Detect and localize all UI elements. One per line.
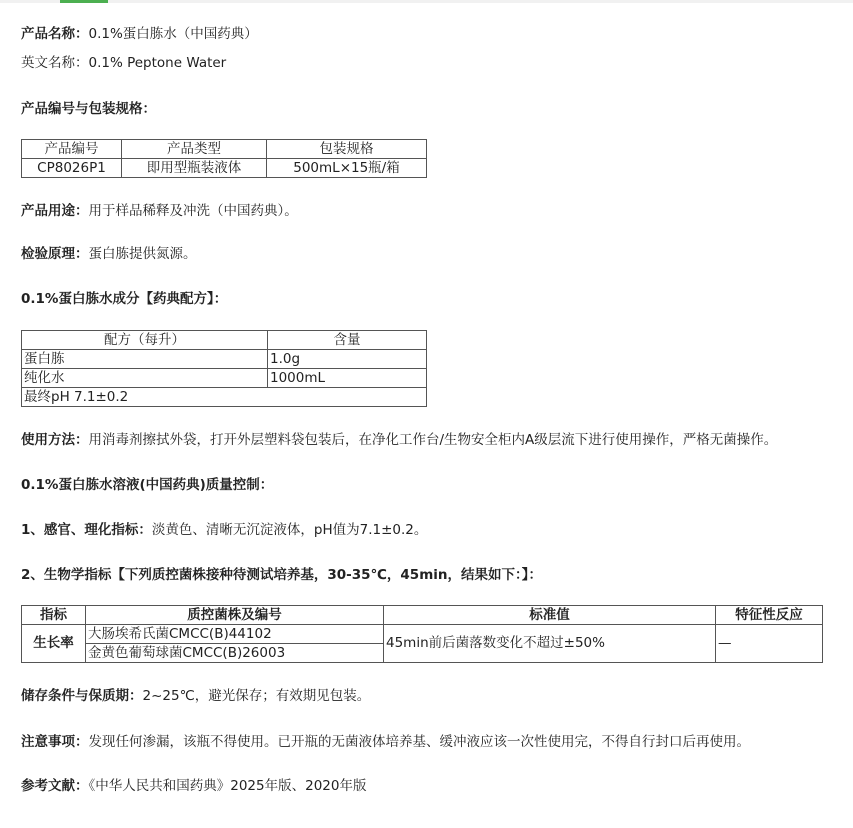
spec-header-type: 产品类型 xyxy=(122,140,267,159)
top-bar xyxy=(0,0,853,3)
bio-header-indicator: 指标 xyxy=(22,606,86,625)
table-row xyxy=(22,350,427,369)
spec-header-code: 产品编号 xyxy=(22,140,122,159)
table-row xyxy=(22,159,427,178)
spec-cell-code: CP8026P1 xyxy=(22,159,122,178)
english-name-label: 英文名称： xyxy=(21,55,89,71)
notes-label: 注意事项： xyxy=(21,734,89,750)
spec-table-header xyxy=(22,140,427,159)
notes-line xyxy=(21,734,750,750)
spec-cell-type: 即用型瓶装液体 xyxy=(122,159,267,178)
reference-label: 参考文献： xyxy=(21,778,89,794)
table-row xyxy=(22,625,823,644)
principle-line xyxy=(21,246,197,262)
qc2-line: 2、生物学指标【下列质控菌株接种待测试培养基，30-35℃，45min，结果如下：】： xyxy=(21,567,543,583)
formula-header-amount: 含量 xyxy=(268,331,427,350)
formula-final-ph: 最终pH 7.1±0.2 xyxy=(22,388,427,407)
spec-header-package: 包装规格 xyxy=(267,140,427,159)
bio-strain: 大肠埃希氏菌CMCC(B)44102 xyxy=(86,625,384,644)
bio-standard: 45min前后菌落数变化不超过±50% xyxy=(384,625,716,663)
qc1-value: 淡黄色、清晰无沉淀液体，pH值为7.1±0.2。 xyxy=(151,522,428,538)
bio-reaction: — xyxy=(716,625,823,663)
usage-line xyxy=(21,203,298,219)
spec-heading: 产品编号与包装规格： xyxy=(21,101,156,117)
reference-value: 《中华人民共和国药典》2025年版、2020年版 xyxy=(88,778,367,794)
formula-ingredient: 纯化水 xyxy=(22,369,268,388)
bio-header-reaction: 特征性反应 xyxy=(716,606,823,625)
english-name-value: 0.1% Peptone Water xyxy=(88,55,227,71)
storage-value: 2~25℃，避光保存；有效期见包装。 xyxy=(142,688,371,704)
bio-indicator: 生长率 xyxy=(22,625,86,663)
product-name-label: 产品名称： xyxy=(21,26,89,42)
qc-heading: 0.1%蛋白胨水溶液(中国药典)质量控制： xyxy=(21,477,274,493)
product-name-line xyxy=(21,26,258,42)
method-value: 用消毒剂擦拭外袋，打开外层塑料袋包装后，在净化工作台/生物安全柜内A级层流下进行使用操作，严格无菌操作。 xyxy=(88,432,778,448)
english-name-line xyxy=(21,55,226,71)
spec-table xyxy=(21,139,427,178)
formula-table-header xyxy=(22,331,427,350)
formula-header-recipe: 配方（每升） xyxy=(22,331,268,350)
method-line xyxy=(21,432,777,448)
formula-heading: 0.1%蛋白胨水成分【药典配方】： xyxy=(21,291,228,307)
qc1-label: 1、感官、理化指标： xyxy=(21,522,152,538)
storage-line xyxy=(21,688,370,704)
formula-table xyxy=(21,330,427,407)
bio-table xyxy=(21,605,823,663)
table-row xyxy=(22,388,427,407)
usage-label: 产品用途： xyxy=(21,203,89,219)
usage-value: 用于样品稀释及冲洗（中国药典）。 xyxy=(88,203,298,219)
bio-header-strain: 质控菌株及编号 xyxy=(86,606,384,625)
formula-amount: 1.0g xyxy=(268,350,427,369)
bio-strain: 金黄色葡萄球菌CMCC(B)26003 xyxy=(86,644,384,663)
principle-label: 检验原理： xyxy=(21,246,89,262)
principle-value: 蛋白胨提供氮源。 xyxy=(88,246,197,262)
table-row xyxy=(22,369,427,388)
qc1-line xyxy=(21,522,427,538)
reference-line xyxy=(21,778,366,794)
method-label: 使用方法： xyxy=(21,432,89,448)
spec-cell-package: 500mL×15瓶/箱 xyxy=(267,159,427,178)
product-name-value: 0.1%蛋白胨水（中国药典） xyxy=(88,26,258,42)
formula-amount: 1000mL xyxy=(268,369,427,388)
bio-table-header xyxy=(22,606,823,625)
storage-label: 储存条件与保质期： xyxy=(21,688,143,704)
formula-ingredient: 蛋白胨 xyxy=(22,350,268,369)
notes-value: 发现任何渗漏，该瓶不得使用。已开瓶的无菌液体培养基、缓冲液应该一次性使用完，不得自行封口后再使用。 xyxy=(88,734,750,750)
top-bar-accent xyxy=(60,0,108,3)
bio-header-standard: 标准值 xyxy=(384,606,716,625)
